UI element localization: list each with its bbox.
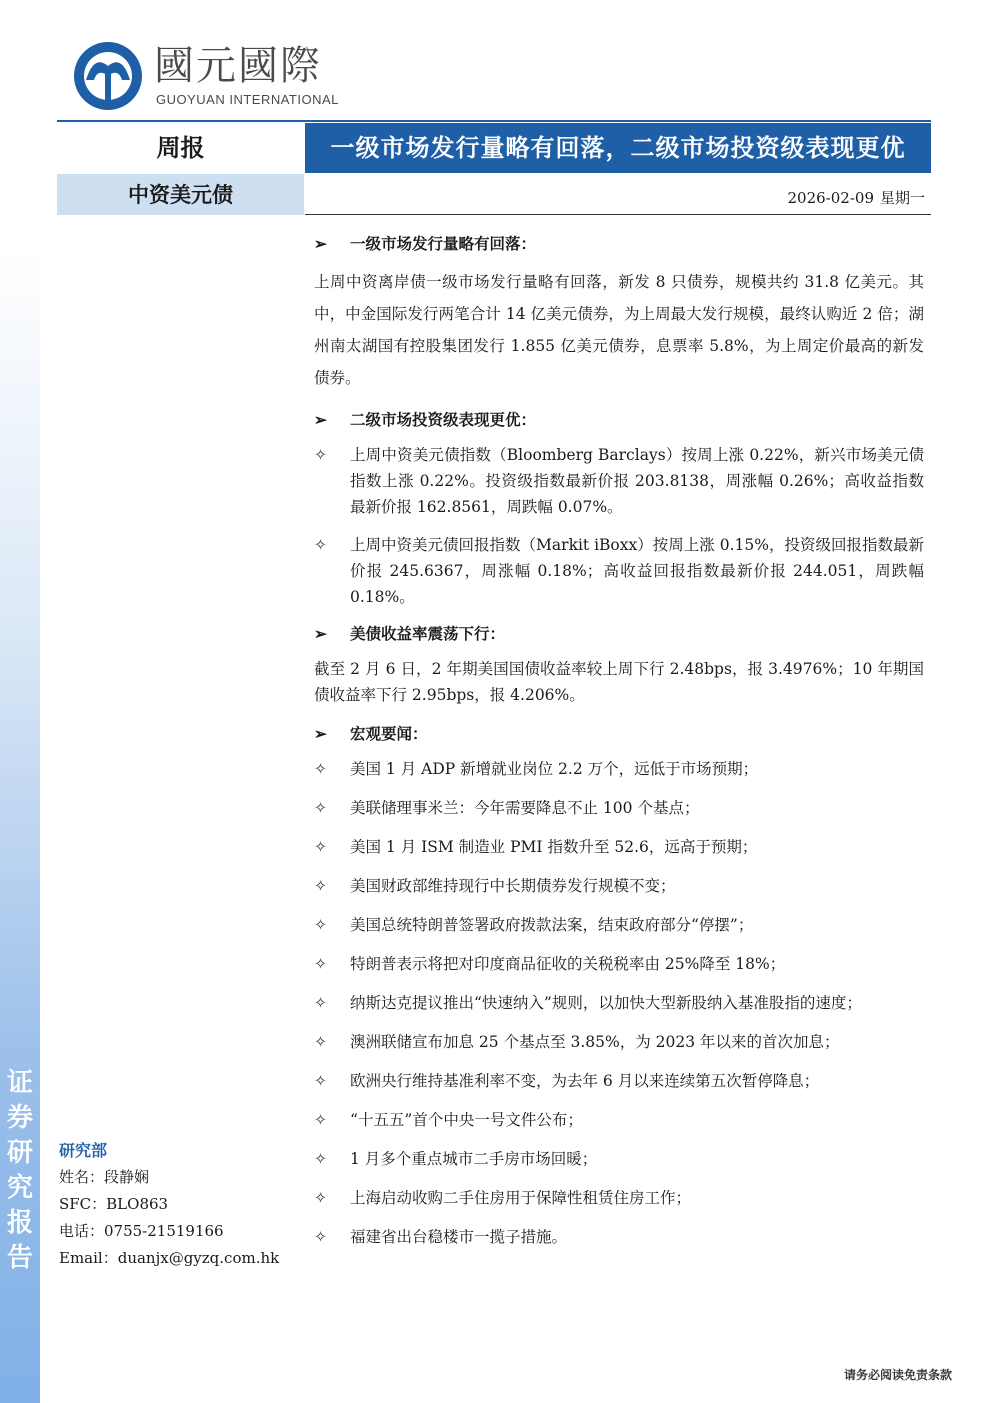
author-phone: 电话：0755-21519166: [59, 1222, 224, 1240]
report-type: 周报: [57, 123, 304, 173]
diamond-bullet-icon: ✧: [314, 838, 327, 856]
news-item: ✧ 欧洲央行维持基准利率不变，为去年 6 月以来连续第五次暂停降息；: [314, 1068, 924, 1094]
diamond-bullet-icon: ✧: [314, 760, 327, 778]
weekday-value: 星期一: [879, 189, 925, 207]
bullet-item: ✧ 上周中资美元债回报指数（Markit iBoxx）按周上涨 0.15%，投资级回报指数最新价报 245.6367，周涨幅 0.18%；高收益回报指数最新价报 244.051，周跌幅 0.18%。: [314, 532, 924, 610]
diamond-bullet-icon: ✧: [314, 1150, 327, 1168]
header-bottom-rule: [305, 214, 931, 215]
diamond-bullet-icon: ✧: [314, 916, 327, 934]
news-item: ✧ 美国 1 月 ADP 新增就业岗位 2.2 万个，远低于市场预期；: [314, 756, 924, 782]
report-date: [305, 174, 931, 215]
report-body: [314, 232, 924, 1263]
header-rule: [57, 120, 931, 122]
diamond-bullet-icon: ✧: [314, 536, 327, 554]
diamond-bullet-icon: ✧: [314, 1189, 327, 1207]
diamond-bullet-icon: ✧: [314, 799, 327, 817]
diamond-bullet-icon: ✧: [314, 877, 327, 895]
section-heading: ➢ 二级市场投资级表现更优：: [314, 408, 924, 432]
section-heading: ➢ 宏观要闻：: [314, 722, 924, 746]
date-value: 2026-02-09: [787, 189, 874, 207]
side-vertical-text: 证券研究报告: [6, 1068, 33, 1273]
diamond-bullet-icon: ✧: [314, 446, 327, 464]
arrow-bullet-icon: ➢: [314, 724, 327, 743]
report-category: 中资美元债: [57, 174, 304, 215]
arrow-bullet-icon: ➢: [314, 624, 327, 643]
report-title: 一级市场发行量略有回落，二级市场投资级表现更优: [305, 123, 931, 173]
news-item: ✧ “十五五”首个中央一号文件公布；: [314, 1107, 924, 1133]
author-dept: 研究部: [59, 1141, 108, 1160]
news-item: ✧ 美国财政部维持现行中长期债券发行规模不变；: [314, 873, 924, 899]
news-item: ✧ 美国 1 月 ISM 制造业 PMI 指数升至 52.6，远高于预期；: [314, 834, 924, 860]
diamond-bullet-icon: ✧: [314, 1072, 327, 1090]
news-item: ✧ 美国总统特朗普签署政府拨款法案，结束政府部分“停摆”；: [314, 912, 924, 938]
news-item: ✧ 澳洲联储宣布加息 25 个基点至 3.85%，为 2023 年以来的首次加息；: [314, 1029, 924, 1055]
logo-chinese-name: 國元國際: [154, 43, 322, 89]
news-item: ✧ 特朗普表示将把对印度商品征收的关税税率由 25%降至 18%；: [314, 951, 924, 977]
section-paragraph: 上周中资离岸债一级市场发行量略有回落，新发 8 只债券，规模共约 31.8 亿美元。其中，中金国际发行两笔合计 14 亿美元债券，为上周最大发行规模，最终认购近 2 倍；湖州南太湖国有控股集团发行 1.855 亿美元债券，息票率 5.8%，为上周定价最高的新发债券。: [314, 273, 924, 387]
author-name: 姓名：段静娴: [59, 1168, 150, 1186]
section-paragraph: 截至 2 月 6 日，2 年期美国国债收益率较上周下行 2.48bps，报 3.4976%；10 年期国债收益率下行 2.95bps，报 4.206%。: [314, 660, 924, 704]
footer-disclaimer: 请务必阅读免责条款: [843, 1368, 952, 1382]
diamond-bullet-icon: ✧: [314, 1033, 327, 1051]
diamond-bullet-icon: ✧: [314, 1228, 327, 1246]
author-sfc: SFC：BLO863: [59, 1195, 169, 1213]
arrow-bullet-icon: ➢: [314, 410, 327, 429]
diamond-bullet-icon: ✧: [314, 1111, 327, 1129]
news-item: ✧ 上海启动收购二手住房用于保障性租赁住房工作；: [314, 1185, 924, 1211]
news-item: ✧ 福建省出台稳楼市一揽子措施。: [314, 1224, 924, 1250]
news-item: ✧ 美联储理事米兰：今年需要降息不止 100 个基点；: [314, 795, 924, 821]
arrow-bullet-icon: ➢: [314, 234, 327, 253]
news-item: ✧ 1 月多个重点城市二手房市场回暖；: [314, 1146, 924, 1172]
diamond-bullet-icon: ✧: [314, 955, 327, 973]
logo-english-name: GUOYUAN INTERNATIONAL: [156, 92, 339, 107]
author-block: [59, 1137, 279, 1272]
bullet-item: ✧ 上周中资美元债指数（Bloomberg Barclays）按周上涨 0.22%，新兴市场美元债指数上涨 0.22%。投资级指数最新价报 203.8138，周涨幅 0.26%；高收益指数最新价报 162.8561，周跌幅 0.07%。: [314, 442, 924, 520]
author-email: Email：duanjx@gyzq.com.hk: [59, 1249, 280, 1267]
section-heading: ➢ 一级市场发行量略有回落：: [314, 232, 924, 256]
news-item: ✧ 纳斯达克提议推出“快速纳入”规则，以加快大型新股纳入基准股指的速度；: [314, 990, 924, 1016]
section-heading: ➢ 美债收益率震荡下行：: [314, 622, 924, 646]
diamond-bullet-icon: ✧: [314, 994, 327, 1012]
